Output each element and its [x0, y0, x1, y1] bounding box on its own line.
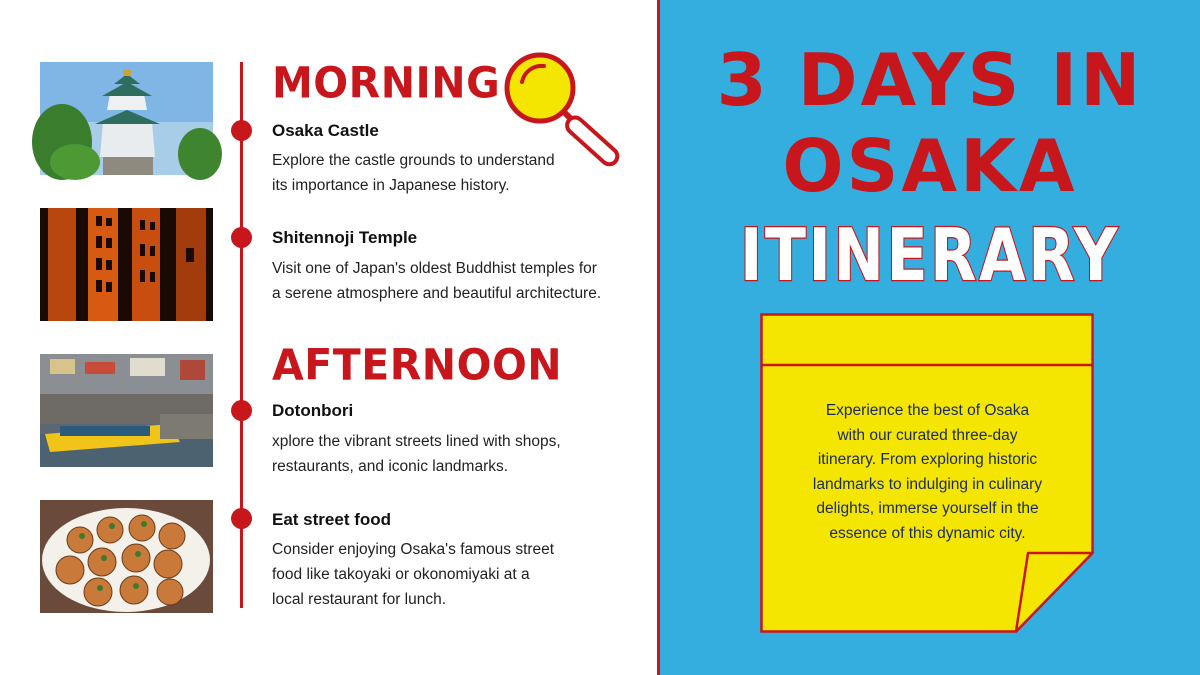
timeline-dot	[231, 227, 252, 248]
magnifier-icon	[500, 48, 635, 153]
timeline-dot	[231, 120, 252, 141]
item-description: Visit one of Japan's oldest Buddhist temples for a serene atmosphere and beautiful architecture.	[272, 260, 602, 302]
item-title: Eat street food	[272, 510, 392, 529]
item-title: Osaka Castle	[272, 121, 379, 140]
morning-heading: MORNING	[272, 57, 501, 109]
timeline-dot	[231, 508, 252, 529]
title-line-3	[730, 208, 1130, 298]
description-text: Experience the best of Osaka with our curated three-day itinerary. From exploring historic landmarks to indulging in culinary delights, immerse yourself in the essence of this dynamic city.	[812, 402, 1043, 542]
item-description: Explore the castle grounds to understand its importance in Japanese history.	[272, 152, 555, 194]
title-line-2: OSAKA	[782, 124, 1078, 208]
dotonbori-photo	[40, 354, 213, 467]
takoyaki-photo	[40, 500, 213, 613]
temple-photo	[40, 208, 213, 321]
timeline-dot	[231, 400, 252, 421]
title-line-1: 3 DAYS IN	[716, 38, 1144, 122]
item-title: Dotonbori	[272, 401, 354, 420]
osaka-castle-photo	[40, 62, 213, 175]
itinerary-title-text: ITINERARY	[740, 213, 1120, 297]
item-description: Consider enjoying Osaka's famous street food like takoyaki or okonomiyaki at a local restaurant for lunch.	[272, 541, 555, 608]
sticky-note	[760, 313, 1094, 633]
item-title: Shitennoji Temple	[272, 228, 418, 247]
item-description: xplore the vibrant streets lined with shops, restaurants, and iconic landmarks.	[272, 433, 561, 475]
afternoon-heading: AFTERNOON	[272, 339, 563, 391]
